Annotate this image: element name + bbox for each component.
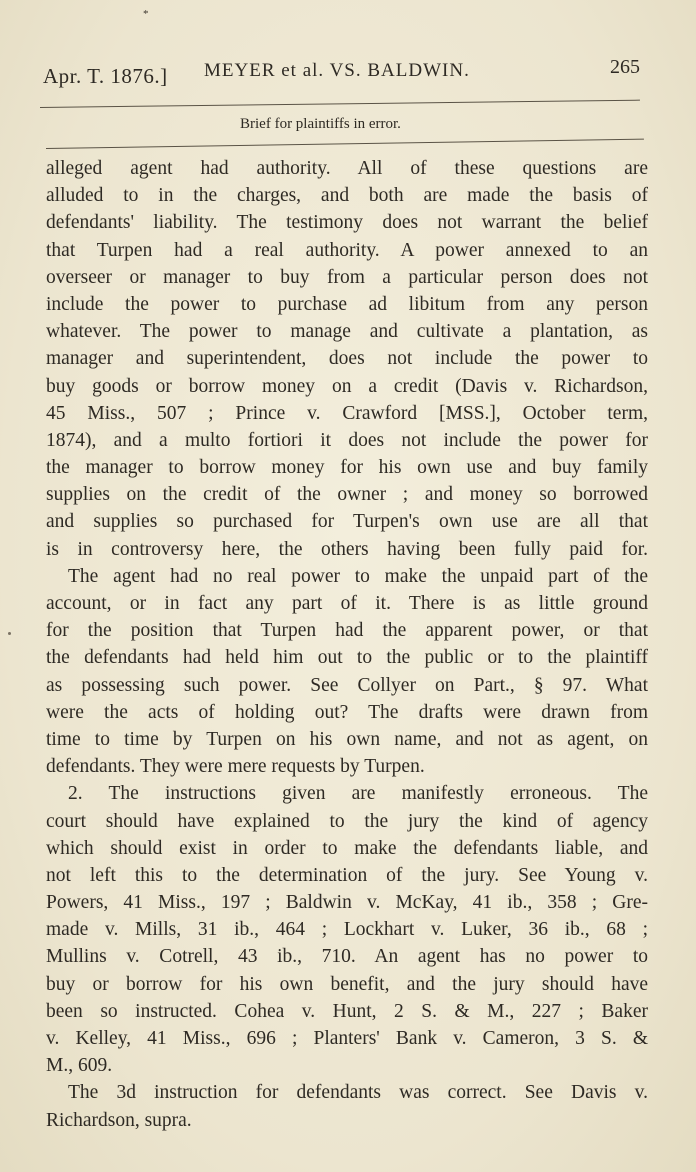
text-line: been so instructed. Cohea v. Hunt, 2 S. & M., 227 ; Baker: [46, 1000, 648, 1022]
text-line: for the position that Turpen had the apparent power, or that: [46, 620, 648, 642]
text-line: supplies on the credit of the owner ; and money so borrowed: [46, 484, 648, 506]
margin-dot: [8, 632, 11, 635]
text-line: Mullins v. Cotrell, 43 ib., 710. An agent has no power to: [46, 946, 648, 968]
text-line: overseer or manager to buy from a particular person does not: [46, 266, 648, 288]
text-line: made v. Mills, 31 ib., 464 ; Lockhart v. Luker, 36 ib., 68 ;: [46, 919, 648, 941]
text-line: 45 Miss., 507 ; Prince v. Crawford [MSS.], October term,: [46, 402, 648, 424]
text-line: the manager to borrow money for his own use and buy family: [46, 457, 648, 479]
text-line: buy goods or borrow money on a credit (Davis v. Richardson,: [46, 375, 648, 397]
text-line: include the power to purchase ad libitum from any person: [46, 293, 648, 315]
text-line: were the acts of holding out? The drafts were drawn from: [46, 701, 648, 723]
case-title: MEYER et al. VS. BALDWIN.: [204, 60, 470, 81]
text-line: time to time by Turpen on his own name, and not as agent, on: [46, 728, 648, 750]
header-rule-top: [40, 100, 640, 108]
text-line: alleged agent had authority. All of these questions are: [46, 158, 648, 179]
text-line: Powers, 41 Miss., 197 ; Baldwin v. McKay, 41 ib., 358 ; Gre-: [46, 892, 648, 914]
text-line: and supplies so purchased for Turpen's own use are all that: [46, 511, 648, 533]
text-line: 2. The instructions given are manifestly erroneous. The: [68, 783, 648, 805]
text-line: alluded to in the charges, and both are made the basis of: [46, 185, 648, 207]
body-text: [46, 155, 648, 1134]
text-line: manager and superintendent, does not include the power to: [46, 348, 648, 370]
text-line: that Turpen had a real authority. A power annexed to an: [46, 239, 648, 261]
text-line: whatever. The power to manage and cultivate a plantation, as: [46, 321, 648, 343]
text-line: defendants. They were mere requests by Turpen.: [46, 756, 425, 778]
text-line: The 3d instruction for defendants was correct. See Davis v.: [68, 1082, 648, 1104]
print-speck: *: [143, 8, 149, 20]
brief-subheading: Brief for plaintiffs in error.: [240, 116, 401, 132]
header-rule-bottom: [46, 139, 644, 149]
text-line: Richardson, supra.: [46, 1109, 192, 1131]
text-line: the defendants had held him out to the public or to the plaintiff: [46, 647, 648, 669]
text-line: account, or in fact any part of it. There is as little ground: [46, 593, 648, 614]
text-line: court should have explained to the jury the kind of agency: [46, 810, 648, 832]
text-line: buy or borrow for his own benefit, and the jury should have: [46, 973, 648, 995]
text-line: is in controversy here, the others having been fully paid for.: [46, 538, 648, 560]
text-line: The agent had no real power to make the unpaid part of the: [68, 565, 648, 587]
page-number: 265: [610, 56, 640, 78]
text-line: v. Kelley, 41 Miss., 696 ; Planters' Bank v. Cameron, 3 S. &: [46, 1028, 648, 1049]
text-line: 1874), and a multo fortiori it does not include the power for: [46, 429, 648, 451]
text-line: which should exist in order to make the defendants liable, and: [46, 837, 648, 859]
running-head: [40, 56, 646, 86]
text-line: not left this to the determination of the jury. See Young v.: [46, 864, 648, 886]
term-citation: Apr. T. 1876.]: [43, 64, 168, 88]
text-line: as possessing such power. See Collyer on Part., § 97. What: [46, 674, 648, 696]
text-line: defendants' liability. The testimony does not warrant the belief: [46, 212, 648, 234]
text-line: M., 609.: [46, 1055, 113, 1077]
